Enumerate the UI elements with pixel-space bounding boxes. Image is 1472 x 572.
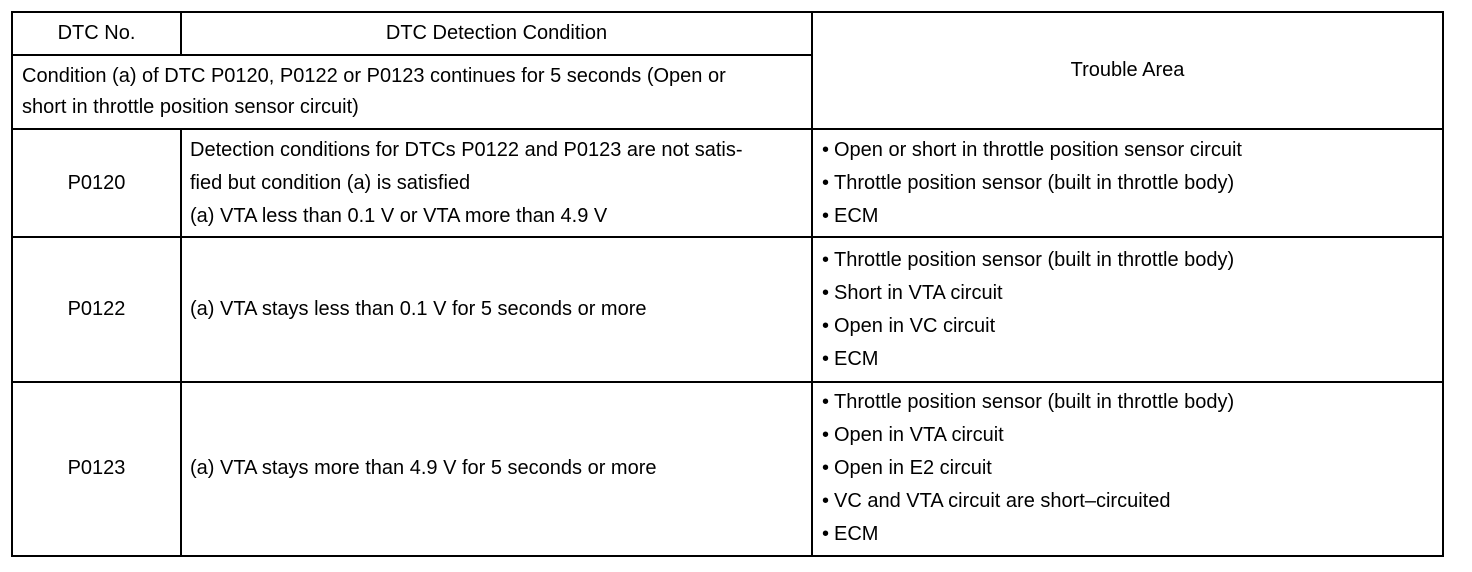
detection-condition [181, 237, 812, 381]
list-item [822, 485, 1442, 518]
dtc-code: P0120 [12, 129, 181, 237]
detection-condition [181, 382, 812, 556]
list-item [822, 386, 1442, 419]
trouble-area-list [822, 244, 1442, 376]
trouble-item-text: Short in VTA circuit [834, 281, 1003, 304]
dtc-no-header: DTC No. [12, 12, 181, 55]
trouble-item-text: ECM [834, 204, 879, 227]
trouble-item-text: Open in VC circuit [834, 314, 996, 337]
list-item [822, 244, 1442, 277]
trouble-area [812, 129, 1443, 237]
bullet-icon: • [822, 391, 830, 414]
bullet-icon: • [822, 204, 830, 227]
condition-line: (a) VTA stays more than 4.9 V for 5 seconds or more [190, 457, 657, 480]
trouble-area-list [822, 134, 1442, 233]
table-row [12, 382, 1443, 556]
condition-summary [12, 55, 812, 129]
list-item [822, 200, 1442, 233]
trouble-item-text: Open in VTA circuit [834, 424, 1004, 447]
trouble-item-text: ECM [834, 523, 879, 546]
list-item [822, 277, 1442, 310]
condition-line: (a) VTA less than 0.1 V or VTA more than 4.9 V [190, 204, 608, 227]
bullet-icon: • [822, 424, 830, 447]
dtc-code: P0122 [12, 237, 181, 381]
list-item [822, 343, 1442, 376]
table-row [12, 129, 1443, 237]
bullet-icon: • [822, 314, 830, 337]
condition-line: Detection conditions for DTCs P0122 and P0123 are not satis- [190, 138, 743, 161]
table-row [12, 237, 1443, 381]
trouble-item-text: Throttle position sensor (built in throttle body) [834, 171, 1235, 194]
bullet-icon: • [822, 523, 830, 546]
bullet-icon: • [822, 248, 830, 271]
list-item [822, 518, 1442, 551]
trouble-area-list [822, 386, 1442, 551]
trouble-area [812, 382, 1443, 556]
list-item [822, 310, 1442, 343]
bullet-icon: • [822, 490, 830, 513]
dtc-table [11, 11, 1444, 557]
trouble-item-text: ECM [834, 347, 879, 370]
detection-condition [181, 129, 812, 237]
trouble-area-header: Trouble Area [812, 12, 1443, 129]
trouble-area [812, 237, 1443, 381]
bullet-icon: • [822, 457, 830, 480]
header-row [12, 12, 1443, 55]
list-item [822, 452, 1442, 485]
detection-condition-header: DTC Detection Condition [181, 12, 812, 55]
condition-summary-line: short in throttle position sensor circuit) [22, 96, 359, 119]
trouble-item-text: Throttle position sensor (built in throttle body) [834, 391, 1235, 414]
bullet-icon: • [822, 171, 830, 194]
condition-line: fied but condition (a) is satisfied [190, 171, 471, 194]
list-item [822, 167, 1442, 200]
bullet-icon: • [822, 138, 830, 161]
bullet-icon: • [822, 281, 830, 304]
trouble-item-text: Throttle position sensor (built in throttle body) [834, 248, 1235, 271]
condition-line: (a) VTA stays less than 0.1 V for 5 seconds or more [190, 298, 647, 321]
list-item [822, 134, 1442, 167]
trouble-item-text: VC and VTA circuit are short–circuited [834, 490, 1171, 513]
dtc-code: P0123 [12, 382, 181, 556]
trouble-item-text: Open or short in throttle position sensor circuit [834, 138, 1242, 161]
list-item [822, 419, 1442, 452]
bullet-icon: • [822, 347, 830, 370]
condition-summary-line: Condition (a) of DTC P0120, P0122 or P0123 continues for 5 seconds (Open or [22, 65, 726, 88]
trouble-item-text: Open in E2 circuit [834, 457, 992, 480]
